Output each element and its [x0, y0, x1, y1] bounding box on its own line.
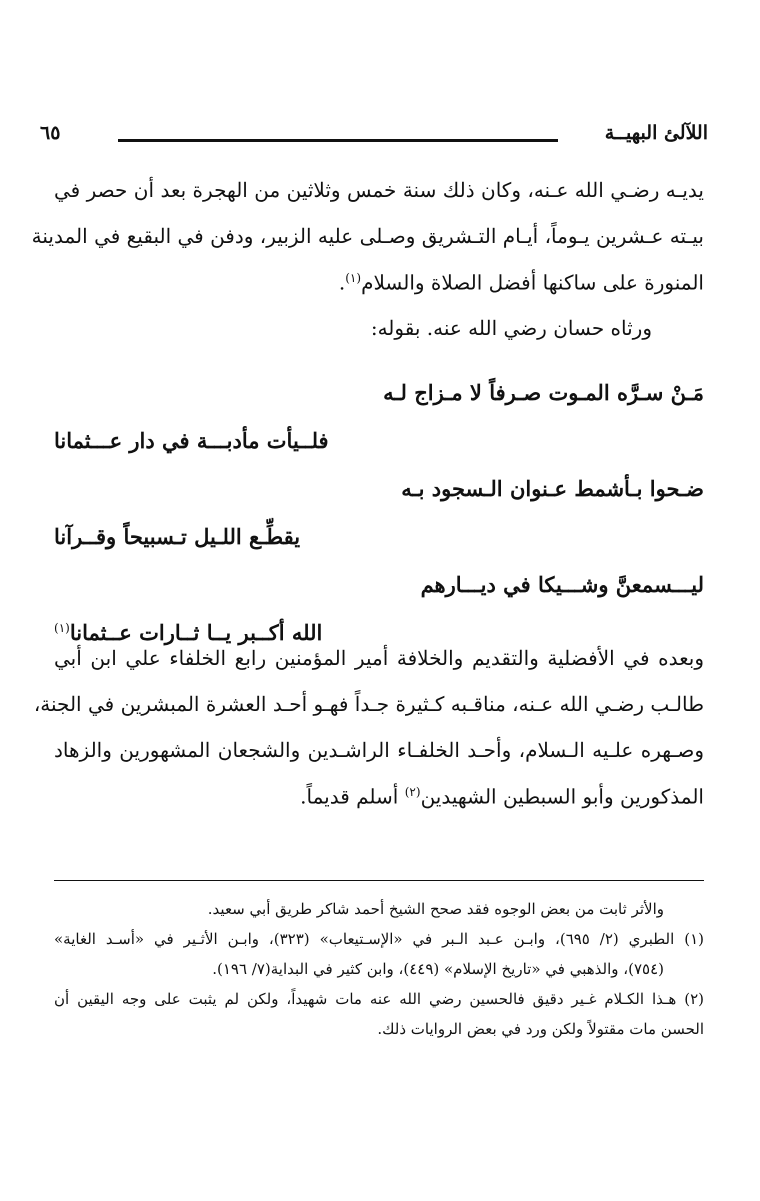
- body-line: يديـه رضـي الله عـنه، وكان ذلك سنة خمس وثلاثين من الهجرة بعد أن حصر في: [54, 178, 704, 202]
- body-line-text: المنورة على ساكنها أفضل الصلاة والسلام: [361, 270, 704, 295]
- body-line: وبعده في الأفضلية والتقديم والخلافة أمير المؤمنين رابع الخلفاء علي ابن أبي: [54, 646, 704, 670]
- body-line: [54, 270, 704, 295]
- footnote-marker: (١): [54, 621, 70, 635]
- body-paragraph-1: [31, 178, 704, 364]
- footnote-rule: [54, 880, 704, 881]
- page-header: [40, 118, 708, 158]
- footnote-marker: (١): [345, 271, 362, 285]
- poem-hemistich-first: ليـــسمعنَّ وشـــيكا في ديـــارهم: [420, 572, 704, 597]
- body-line-text: المذكورين وأبو السبطين الشهيدين: [420, 784, 704, 809]
- body-line: بيـته عـشرين يـوماً، أيـام التـشريق وصـلى عليه الزبير، ودفن في البقيع في المدينة: [31, 224, 704, 248]
- body-line-end: .: [338, 270, 346, 295]
- body-line-end: أسلم قديماً.: [300, 784, 405, 809]
- footnote-line: الحسن مات مقتولاً ولكن ورد في بعض الروايات ذلك.: [377, 1020, 704, 1038]
- body-line: [54, 784, 704, 809]
- body-paragraph-2: [33, 646, 704, 832]
- footnote-line: (١) الطبري (٢/ ٦٩٥)، وابـن عـبد الـبر في «الإسـتيعاب» (٣٢٣)، وابـن الأثـير في «أسـد الغاية»: [54, 930, 704, 948]
- poem-hemistich-second: فلــيأت مأدبـــة في دار عـــثمانا: [54, 428, 329, 453]
- poem-intro: ورثاه حسان رضي الله عنه. بقوله:: [370, 316, 652, 340]
- poem-hemistich-text: الله أكــبر يــا ثــارات عــثمانا: [69, 620, 323, 645]
- poem-hemistich-second: [54, 622, 704, 644]
- running-title: اللآلئ البهيــة: [604, 122, 708, 144]
- body-line: وصـهره علـيه الـسلام، وأحـد الخلفـاء الراشـدين والشجعان المشهورين والزهاد: [54, 738, 704, 762]
- footnotes: [54, 902, 704, 1052]
- footnote-line: (٧٥٤)، والذهبي في «تاريخ الإسلام» (٤٤٩)، وابن كثير في البداية(٧/ ١٩٦).: [212, 960, 664, 978]
- poem-hemistich-first: مَـنْ سـرَّه المـوت صـرفاً لا مـزاج لـه: [383, 380, 704, 405]
- poem-hemistich-second: يقطِّـع اللـيل تـسبيحاً وقــرآنا: [54, 524, 301, 549]
- poem: [54, 382, 704, 670]
- page-number: ٦٥: [40, 122, 61, 144]
- footnote-marker: (٢): [404, 785, 421, 799]
- poem-hemistich-first: ضـحوا بـأشمط عـنوان الـسجود بـه: [401, 476, 704, 501]
- footnote-line: (٢) هـذا الكـلام غـير دقيق فالحسين رضي الله عنه مات شهيداً، ولكن لم يثبت على وجه اليقين أن: [54, 990, 704, 1008]
- footnote-line: والأثر ثابت من بعض الوجوه فقد صحح الشيخ أحمد شاكر طريق أبي سعيد.: [207, 900, 664, 918]
- body-line: طالـب رضـي الله عـنه، مناقـبه كـثيرة جـداً فهـو أحـد العشرة المبشرين في الجنة،: [33, 692, 704, 716]
- header-rule: [118, 139, 558, 142]
